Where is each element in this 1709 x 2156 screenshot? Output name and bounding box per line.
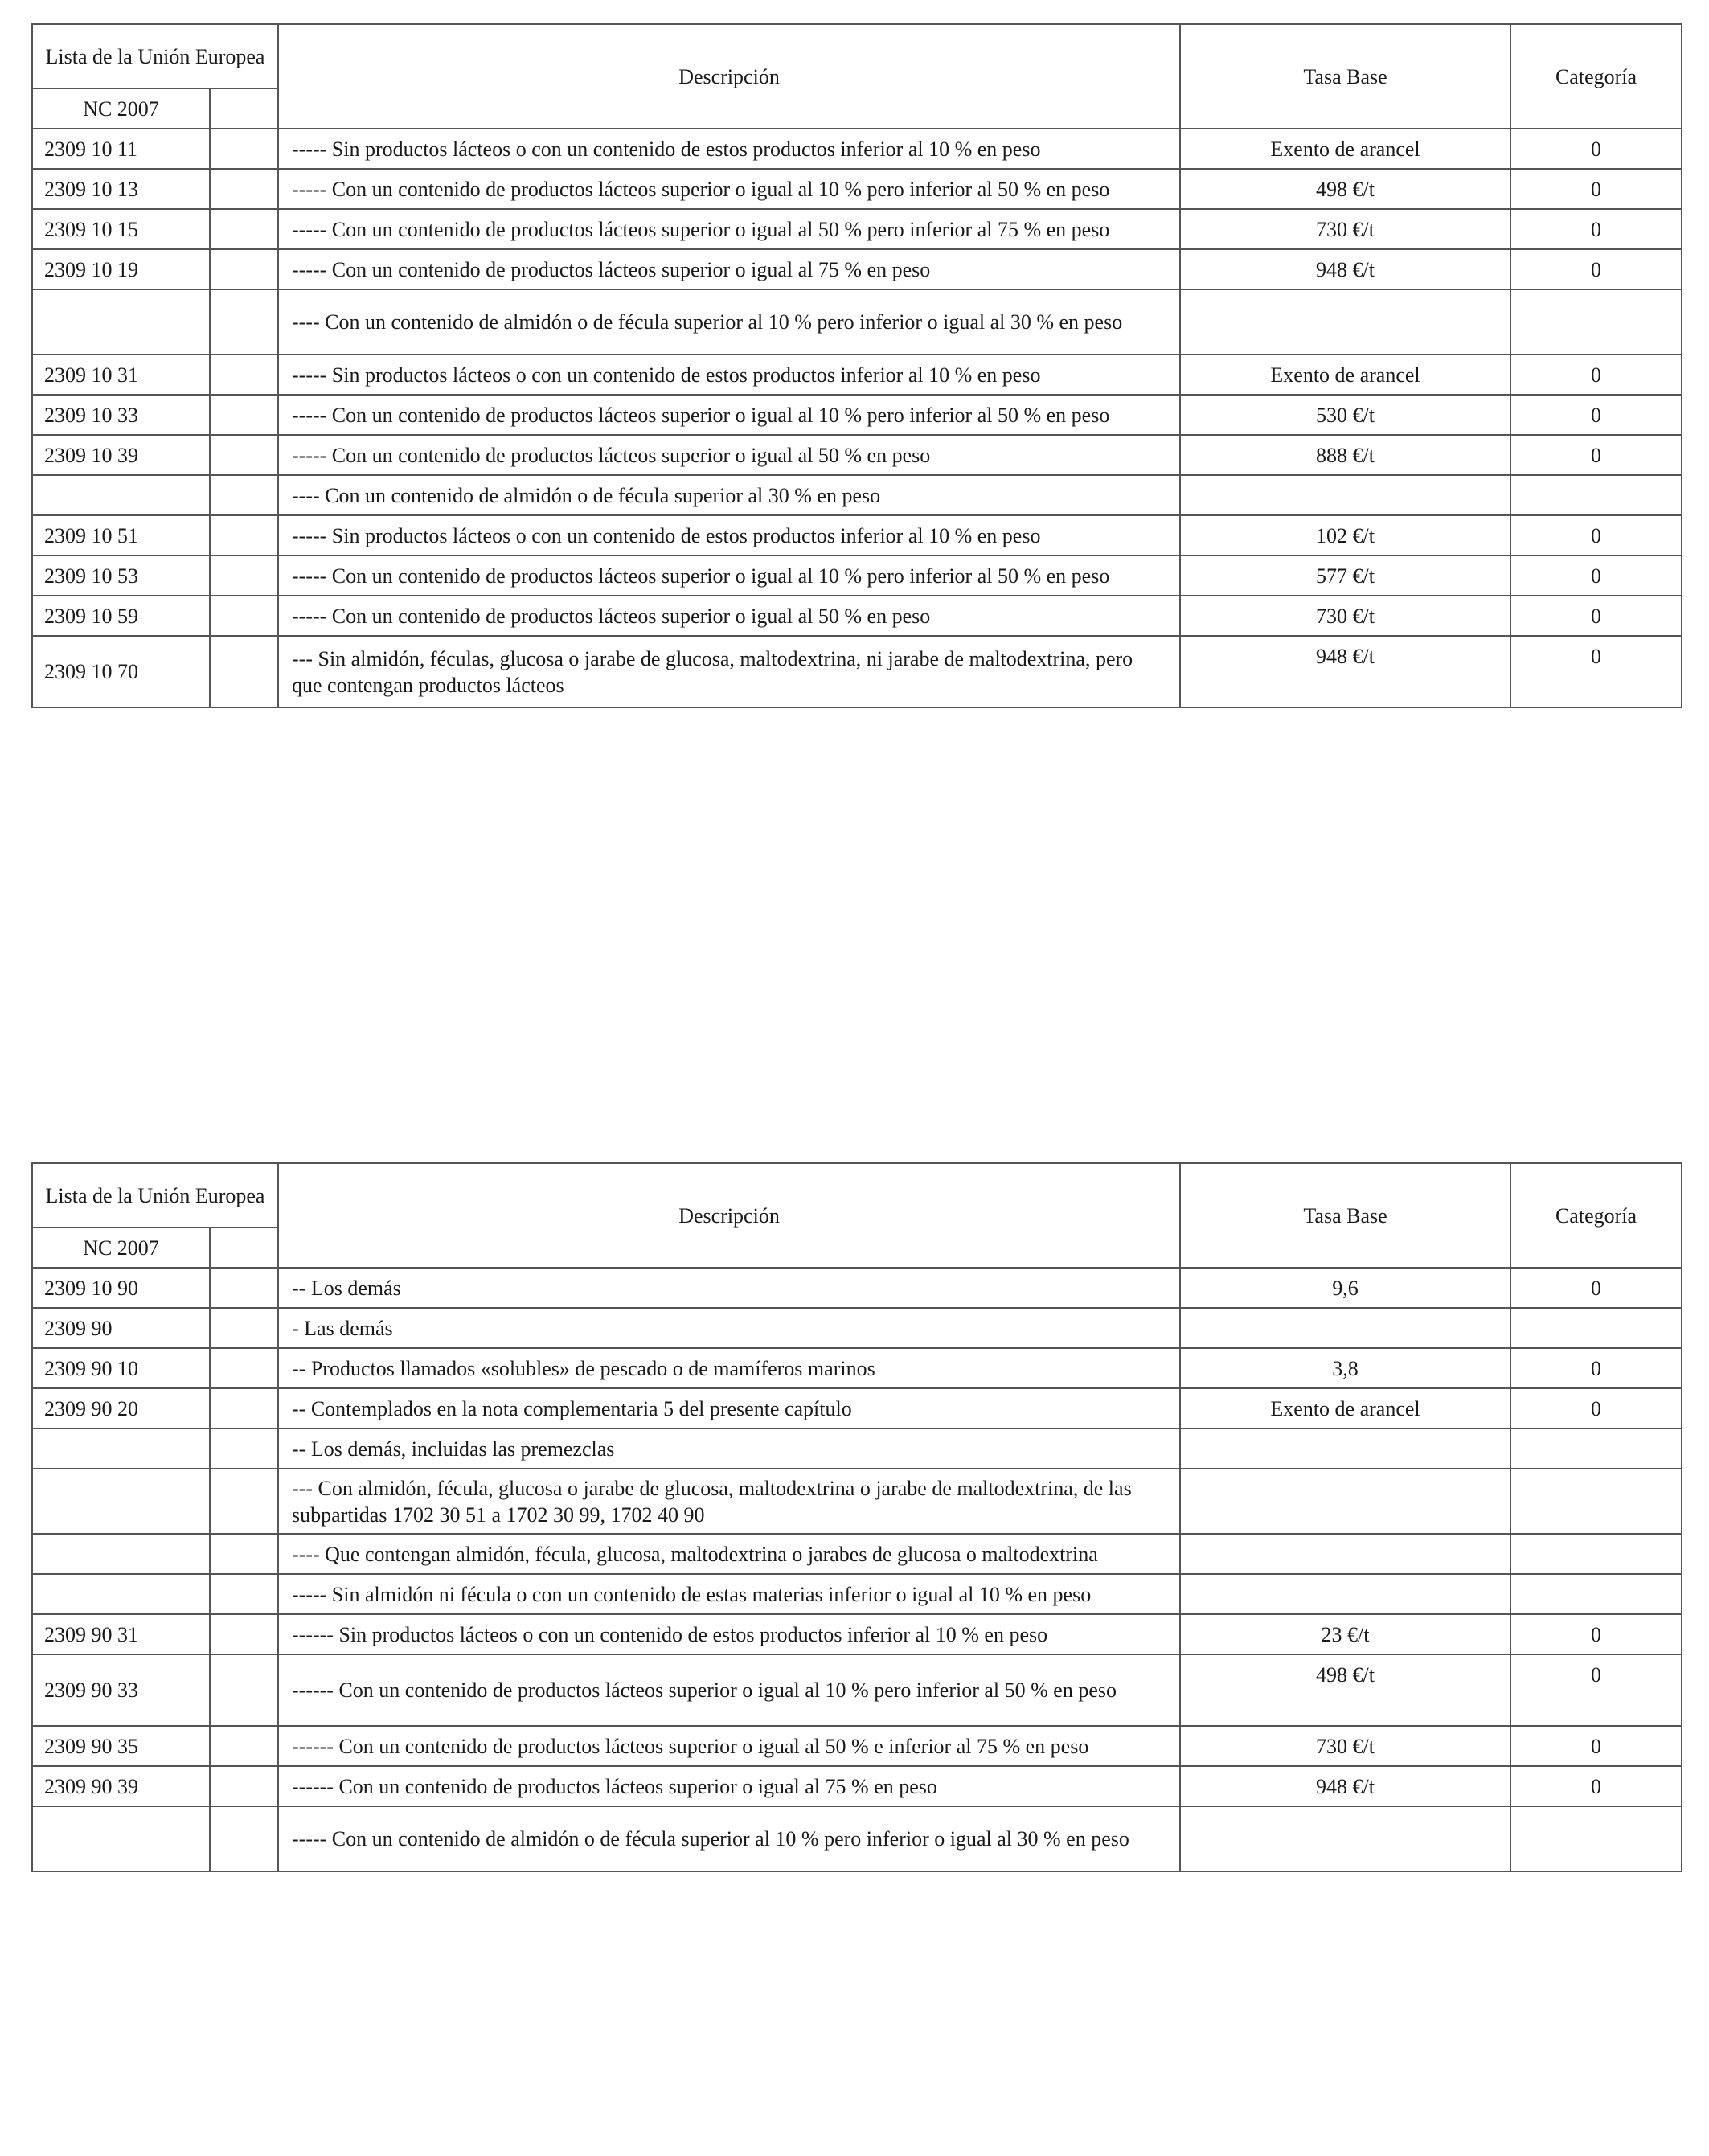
blank-cell: [210, 209, 278, 249]
blank-cell: [210, 395, 278, 435]
code-cell: 2309 10 13: [32, 169, 210, 209]
rate-cell: [1180, 1308, 1510, 1348]
description-cell: ----- Con un contenido de productos lácteos superior o igual al 50 % en peso: [278, 435, 1180, 475]
category-cell: 0: [1510, 129, 1682, 169]
table-row: [32, 209, 1682, 249]
rate-cell: 102 €/t: [1180, 515, 1510, 555]
description-cell: ------ Sin productos lácteos o con un contenido de estos productos inferior al 10 % en peso: [278, 1614, 1180, 1654]
table-row: [32, 1574, 1682, 1614]
rate-cell: 948 €/t: [1180, 636, 1510, 707]
rate-cell: 498 €/t: [1180, 169, 1510, 209]
category-cell: 0: [1510, 1348, 1682, 1388]
rate-cell: [1180, 1428, 1510, 1469]
table-row: [32, 1268, 1682, 1308]
description-cell: -- Productos llamados «solubles» de pescado o de mamíferos marinos: [278, 1348, 1180, 1388]
header-category: Categoría: [1510, 24, 1682, 129]
table-row: [32, 1654, 1682, 1726]
table-row: [32, 1806, 1682, 1871]
blank-cell: [210, 1348, 278, 1388]
tariff-table-2: [31, 1162, 1682, 1872]
category-cell: 0: [1510, 1726, 1682, 1766]
blank-cell: [210, 1308, 278, 1348]
category-cell: 0: [1510, 435, 1682, 475]
header-empty-cell: [210, 88, 278, 129]
table-row: [32, 1534, 1682, 1574]
code-cell: 2309 10 11: [32, 129, 210, 169]
blank-cell: [210, 1469, 278, 1534]
code-cell: 2309 10 53: [32, 555, 210, 596]
category-cell: 0: [1510, 1268, 1682, 1308]
description-cell: ----- Sin almidón ni fécula o con un contenido de estas materias inferior o igual al 10 % en peso: [278, 1574, 1180, 1614]
blank-cell: [210, 1806, 278, 1871]
category-cell: 0: [1510, 1614, 1682, 1654]
description-cell: ---- Con un contenido de almidón o de fécula superior al 30 % en peso: [278, 475, 1180, 515]
table-row: [32, 596, 1682, 636]
category-cell: [1510, 1308, 1682, 1348]
description-cell: -- Los demás, incluidas las premezclas: [278, 1428, 1180, 1469]
description-cell: -- Los demás: [278, 1268, 1180, 1308]
category-cell: 0: [1510, 1388, 1682, 1428]
blank-cell: [210, 435, 278, 475]
header-nc-2007: NC 2007: [32, 88, 210, 129]
code-cell: 2309 90 33: [32, 1654, 210, 1726]
header-category: Categoría: [1510, 1163, 1682, 1268]
description-cell: ----- Con un contenido de productos lácteos superior o igual al 50 % pero inferior al 75 % en peso: [278, 209, 1180, 249]
category-cell: 0: [1510, 1766, 1682, 1806]
description-cell: --- Sin almidón, féculas, glucosa o jarabe de glucosa, maltodextrina, ni jarabe de maltodextrina, pero que contengan productos lácteos: [278, 636, 1180, 707]
rate-cell: 498 €/t: [1180, 1654, 1510, 1726]
rate-cell: [1180, 1806, 1510, 1871]
rate-cell: Exento de arancel: [1180, 129, 1510, 169]
description-cell: ----- Con un contenido de productos lácteos superior o igual al 10 % pero inferior al 50 % en peso: [278, 395, 1180, 435]
category-cell: [1510, 1806, 1682, 1871]
rate-cell: 577 €/t: [1180, 555, 1510, 596]
code-cell: [32, 1534, 210, 1574]
blank-cell: [210, 169, 278, 209]
category-cell: 0: [1510, 555, 1682, 596]
blank-cell: [210, 1574, 278, 1614]
rate-cell: 948 €/t: [1180, 1766, 1510, 1806]
blank-cell: [210, 1268, 278, 1308]
blank-cell: [210, 249, 278, 289]
category-cell: 0: [1510, 249, 1682, 289]
code-cell: [32, 1806, 210, 1871]
code-cell: 2309 90 20: [32, 1388, 210, 1428]
category-cell: 0: [1510, 355, 1682, 395]
table-row: [32, 515, 1682, 555]
header-nc-2007: NC 2007: [32, 1228, 210, 1268]
description-cell: ---- Que contengan almidón, fécula, glucosa, maltodextrina o jarabes de glucosa o maltodextrina: [278, 1534, 1180, 1574]
code-cell: 2309 10 31: [32, 355, 210, 395]
blank-cell: [210, 596, 278, 636]
code-cell: [32, 1469, 210, 1534]
code-cell: [32, 475, 210, 515]
table-row: [32, 1308, 1682, 1348]
code-cell: [32, 289, 210, 355]
description-cell: ----- Con un contenido de almidón o de fécula superior al 10 % pero inferior o igual al 30 % en peso: [278, 1806, 1180, 1871]
description-cell: --- Con almidón, fécula, glucosa o jarabe de glucosa, maltodextrina o jarabe de maltodextrina, de las subpartidas 1702 30 51 a 1702 30 99, 1702 40 90: [278, 1469, 1180, 1534]
code-cell: 2309 10 51: [32, 515, 210, 555]
code-cell: 2309 10 59: [32, 596, 210, 636]
table-row: [32, 555, 1682, 596]
description-cell: ---- Con un contenido de almidón o de fécula superior al 10 % pero inferior o igual al 30 % en peso: [278, 289, 1180, 355]
code-cell: [32, 1574, 210, 1614]
category-cell: 0: [1510, 395, 1682, 435]
table-row: [32, 1428, 1682, 1469]
blank-cell: [210, 1388, 278, 1428]
code-cell: 2309 10 70: [32, 636, 210, 707]
category-cell: [1510, 475, 1682, 515]
description-cell: ----- Con un contenido de productos lácteos superior o igual al 10 % pero inferior al 50 % en peso: [278, 555, 1180, 596]
category-cell: 0: [1510, 1654, 1682, 1726]
code-cell: 2309 10 19: [32, 249, 210, 289]
category-cell: 0: [1510, 515, 1682, 555]
tariff-table-1: [31, 23, 1682, 708]
description-cell: ----- Con un contenido de productos lácteos superior o igual al 50 % en peso: [278, 596, 1180, 636]
rate-cell: 9,6: [1180, 1268, 1510, 1308]
description-cell: ----- Sin productos lácteos o con un contenido de estos productos inferior al 10 % en peso: [278, 129, 1180, 169]
rate-cell: Exento de arancel: [1180, 355, 1510, 395]
rate-cell: 730 €/t: [1180, 209, 1510, 249]
header-list-label: Lista de la Unión Europea: [32, 1163, 278, 1228]
rate-cell: Exento de arancel: [1180, 1388, 1510, 1428]
rate-cell: [1180, 289, 1510, 355]
table-row: [32, 355, 1682, 395]
blank-cell: [210, 1726, 278, 1766]
table-row: [32, 636, 1682, 707]
rate-cell: 23 €/t: [1180, 1614, 1510, 1654]
table-row: [32, 1388, 1682, 1428]
blank-cell: [210, 475, 278, 515]
code-cell: 2309 90 10: [32, 1348, 210, 1388]
blank-cell: [210, 1654, 278, 1726]
description-cell: ------ Con un contenido de productos lácteos superior o igual al 50 % e inferior al 75 % en peso: [278, 1726, 1180, 1766]
rate-cell: [1180, 1469, 1510, 1534]
header-description: Descripción: [278, 24, 1180, 129]
category-cell: [1510, 1534, 1682, 1574]
rate-cell: 530 €/t: [1180, 395, 1510, 435]
rate-cell: [1180, 1534, 1510, 1574]
blank-cell: [210, 289, 278, 355]
rate-cell: [1180, 475, 1510, 515]
rate-cell: 730 €/t: [1180, 1726, 1510, 1766]
table-row: [32, 1766, 1682, 1806]
header-list-label: Lista de la Unión Europea: [32, 24, 278, 88]
header-empty-cell: [210, 1228, 278, 1268]
table-row: [32, 129, 1682, 169]
table-row: [32, 475, 1682, 515]
code-cell: 2309 10 33: [32, 395, 210, 435]
rate-cell: 948 €/t: [1180, 249, 1510, 289]
code-cell: 2309 90 35: [32, 1726, 210, 1766]
rate-cell: 730 €/t: [1180, 596, 1510, 636]
category-cell: 0: [1510, 209, 1682, 249]
description-cell: ------ Con un contenido de productos lácteos superior o igual al 75 % en peso: [278, 1766, 1180, 1806]
table-row: [32, 1614, 1682, 1654]
table-row: [32, 395, 1682, 435]
code-cell: 2309 90 39: [32, 1766, 210, 1806]
description-cell: ----- Sin productos lácteos o con un contenido de estos productos inferior al 10 % en peso: [278, 355, 1180, 395]
rate-cell: [1180, 1574, 1510, 1614]
category-cell: [1510, 289, 1682, 355]
category-cell: 0: [1510, 596, 1682, 636]
code-cell: 2309 10 15: [32, 209, 210, 249]
blank-cell: [210, 1614, 278, 1654]
blank-cell: [210, 129, 278, 169]
code-cell: [32, 1428, 210, 1469]
header-base-rate: Tasa Base: [1180, 24, 1510, 129]
description-cell: ----- Sin productos lácteos o con un contenido de estos productos inferior al 10 % en peso: [278, 515, 1180, 555]
description-cell: -- Contemplados en la nota complementaria 5 del presente capítulo: [278, 1388, 1180, 1428]
table-row: [32, 249, 1682, 289]
description-cell: - Las demás: [278, 1308, 1180, 1348]
blank-cell: [210, 555, 278, 596]
code-cell: 2309 10 39: [32, 435, 210, 475]
code-cell: 2309 90: [32, 1308, 210, 1348]
blank-cell: [210, 515, 278, 555]
header-description: Descripción: [278, 1163, 1180, 1268]
table-row: [32, 1726, 1682, 1766]
description-cell: ----- Con un contenido de productos lácteos superior o igual al 10 % pero inferior al 50 % en peso: [278, 169, 1180, 209]
table-row: [32, 435, 1682, 475]
blank-cell: [210, 1766, 278, 1806]
blank-cell: [210, 1534, 278, 1574]
table-row: [32, 1348, 1682, 1388]
description-cell: ------ Con un contenido de productos lácteos superior o igual al 10 % pero inferior al 50 % en peso: [278, 1654, 1180, 1726]
description-cell: ----- Con un contenido de productos lácteos superior o igual al 75 % en peso: [278, 249, 1180, 289]
rate-cell: 888 €/t: [1180, 435, 1510, 475]
category-cell: [1510, 1574, 1682, 1614]
category-cell: 0: [1510, 636, 1682, 707]
header-base-rate: Tasa Base: [1180, 1163, 1510, 1268]
code-cell: 2309 90 31: [32, 1614, 210, 1654]
table-row: [32, 169, 1682, 209]
blank-cell: [210, 636, 278, 707]
table-row: [32, 1469, 1682, 1534]
code-cell: 2309 10 90: [32, 1268, 210, 1308]
blank-cell: [210, 1428, 278, 1469]
blank-cell: [210, 355, 278, 395]
table-row: [32, 289, 1682, 355]
category-cell: 0: [1510, 169, 1682, 209]
rate-cell: 3,8: [1180, 1348, 1510, 1388]
category-cell: [1510, 1428, 1682, 1469]
category-cell: [1510, 1469, 1682, 1534]
